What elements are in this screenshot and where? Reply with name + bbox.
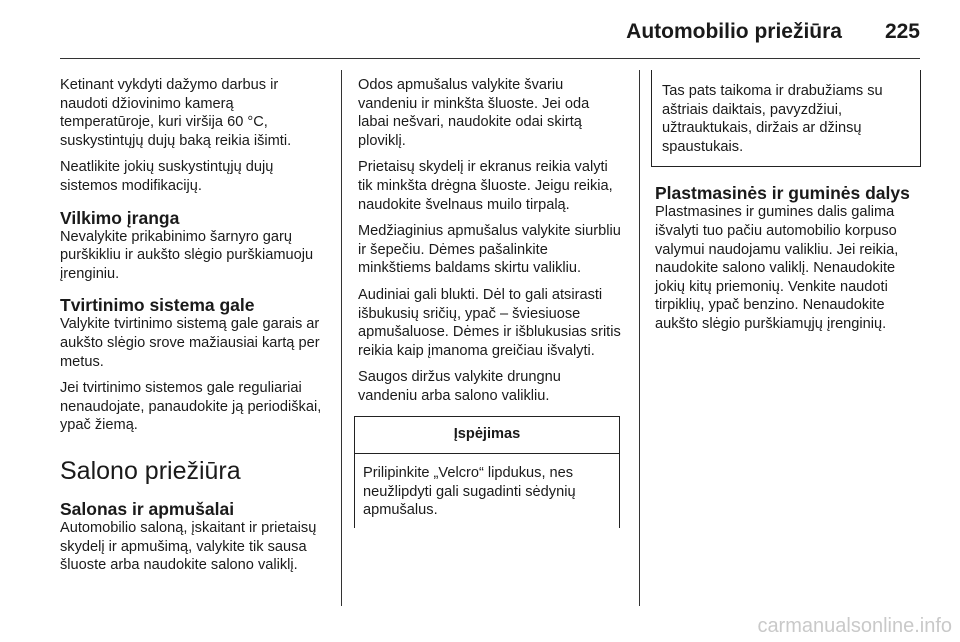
column-middle <box>358 76 623 528</box>
paragraph: Audiniai gali blukti. Dėl to gali atsirasti išbukusių sričių, ypač – šviesiuose apmušaluose. Dėmes ir išblukusias sritis reikia kaip įmanoma greičiau išvalyti. <box>358 286 621 359</box>
paragraph: Saugos diržus valykite drungnu vandeniu arba salono valikliu. <box>358 369 561 404</box>
section-heading-towing: Vilkimo įranga <box>60 207 180 228</box>
watermark: carmanualsonline.info <box>757 615 952 637</box>
section-heading-plastic: Plastmasinės ir guminės dalys <box>655 183 910 204</box>
page-header <box>60 18 920 59</box>
warning-text: Prilipinkite „Velcro“ lipdukus, nes neužlipdyti gali sugadinti sėdynių apmušalus. <box>363 465 576 519</box>
warning-box <box>354 416 620 528</box>
paragraph: Automobilio saloną, įskaitant ir prietaisų skydelį ir apmušimą, valykite tik sausa šluoste arba naudokite salono valiklį. <box>60 519 317 574</box>
column-left <box>60 76 328 583</box>
paragraph: Neatlikite jokių suskystintųjų dujų sistemos modifikacijų. <box>60 159 274 194</box>
paragraph: Valykite tvirtinimo sistemą gale garais ar aukšto slėgio srove mažiausiai kartą per metus. <box>60 316 320 370</box>
paragraph: Medžiaginius apmušalus valykite siurbliu ir šepečiu. Dėmes pašalinkite minkštiems baldams skirtu valikliu. <box>358 223 621 277</box>
paragraph: Jei tvirtinimo sistemos gale reguliariai nenaudojate, panaudokite ją periodiškai, ypač žiemą. <box>60 380 322 434</box>
warning-title: Įspėjimas <box>355 417 619 455</box>
paragraph: Plastmasines ir gumines dalis galima išvalyti tuo pačiu automobilio korpuso valymui naudojamu valikliu. Jei reikia, naudokite salono valiklį. Nenaudokite jokių kitų priemonių. Venkite naudoti tirpiklių, ypač benzino. Nenaudokite aukšto slėgio purškiamųjų įrenginių. <box>655 204 899 332</box>
warning-box-continued: Tas pats taikoma ir drabužiams su aštriais daiktais, pavyzdžiui, užtrauktukais, diržais ar džinsų spaustukais. <box>651 70 921 167</box>
paragraph: Ketinant vykdyti dažymo darbus ir naudoti džiovinimo kamerą temperatūroje, kuri viršija 60 °C, suskystintųjų dujų baką reikia išimti. <box>60 77 292 149</box>
section-heading-interior: Salonas ir apmušalai <box>60 498 235 519</box>
column-right <box>655 76 921 342</box>
section-heading-tie-down: Tvirtinimo sistema gale <box>60 295 255 316</box>
column-divider-1 <box>341 70 342 606</box>
chapter-heading-interior: Salono priežiūra <box>60 456 241 485</box>
paragraph: Odos apmušalus valykite švariu vandeniu ir minkšta šluoste. Jei oda labai nešvari, naudokite odai skirtą ploviklį. <box>358 77 590 149</box>
page-title: Automobilio priežiūra <box>626 20 842 43</box>
column-divider-2 <box>639 70 640 606</box>
paragraph: Nevalykite prikabinimo šarnyro garų purškikliu ir aukšto slėgio purškiamuoju įrenginiu. <box>60 228 314 282</box>
paragraph: Prietaisų skydelį ir ekranus reikia valyti tik minkšta drėgna šluoste. Jeigu reikia, naudokite švelnaus muilo tirpalą. <box>358 159 613 213</box>
page-number: 225 <box>884 20 920 43</box>
